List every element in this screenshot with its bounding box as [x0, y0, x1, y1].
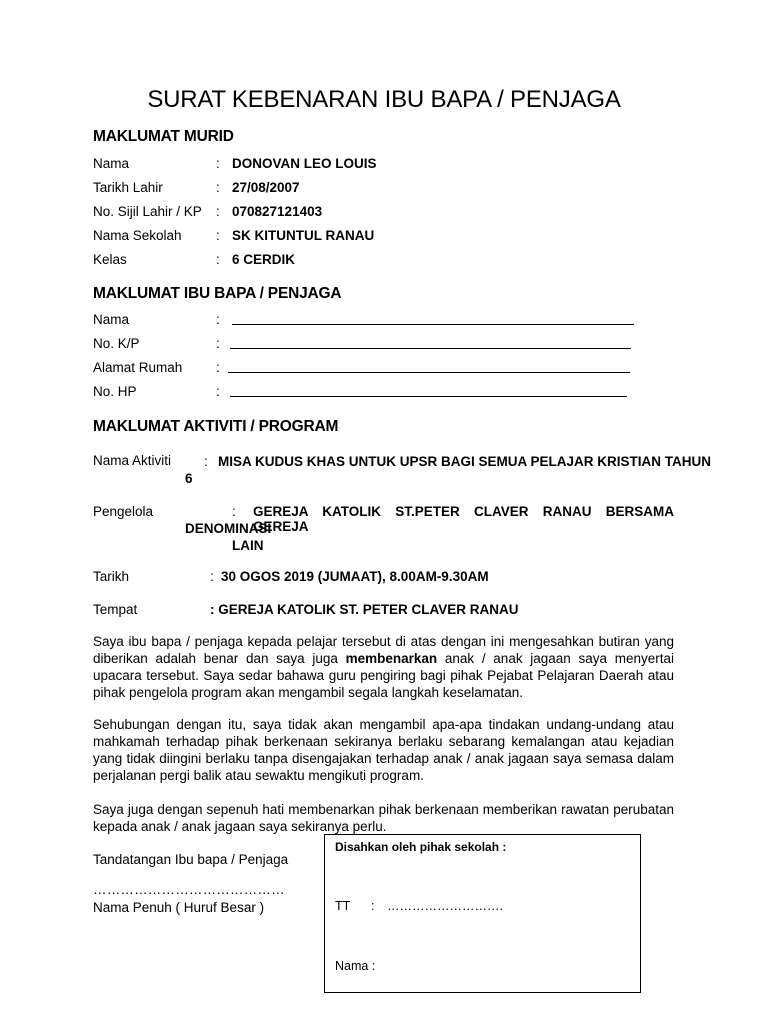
paragraph-emphasis: membenarkan [345, 651, 438, 666]
aktiviti-value-nama-line2: 6 [185, 471, 193, 486]
aktiviti-label-tempat: Tempat [93, 602, 138, 617]
murid-label-tarikh-lahir: Tarikh Lahir [93, 180, 163, 195]
aktiviti-value-pengelola-line1: GEREJA KATOLIK ST.PETER CLAVER RANAU BERSAMA GEREJA [253, 504, 674, 534]
aktiviti-value-pengelola-line3: LAIN [232, 538, 264, 553]
paragraph-text: Saya ibu bapa / penjaga kepada pelajar tersebut di atas dengan ini mengesahkan butiran yang diberikan adalah benar dan saya juga [93, 634, 674, 666]
aktiviti-label-nama: Nama Aktiviti [93, 453, 172, 468]
aktiviti-value-pengelola-line2: DENOMINASI [185, 521, 272, 536]
colon: : [216, 360, 220, 375]
aktiviti-label-tarikh: Tarikh [93, 569, 130, 584]
colon: : [232, 504, 236, 519]
section-heading-murid: MAKLUMAT MURID [93, 128, 234, 145]
document-title: SURAT KEBENARAN IBU BAPA / PENJAGA [147, 86, 621, 113]
penjaga-kp-field-line[interactable] [230, 348, 631, 349]
school-box-heading: Disahkan oleh pihak sekolah : [335, 840, 507, 854]
murid-label-sekolah: Nama Sekolah [93, 228, 182, 243]
colon: : [216, 384, 220, 399]
penjaga-hp-field-line[interactable] [230, 396, 627, 397]
aktiviti-value-tempat: : GEREJA KATOLIK ST. PETER CLAVER RANAU [210, 602, 519, 617]
colon: : [216, 180, 220, 195]
colon: : [216, 228, 220, 243]
fullname-label: Nama Penuh ( Huruf Besar ) [93, 900, 265, 915]
colon: : [210, 569, 214, 584]
murid-value-kelas: 6 CERDIK [232, 252, 296, 267]
murid-value-sekolah: SK KITUNTUL RANAU [232, 228, 375, 243]
murid-label-kelas: Kelas [93, 252, 127, 267]
murid-label-sijil: No. Sijil Lahir / KP [93, 204, 202, 219]
signature-label: Tandatangan Ibu bapa / Penjaga [93, 852, 289, 867]
murid-value-tarikh-lahir: 27/08/2007 [232, 180, 300, 195]
school-box-tt-label: TT [335, 899, 351, 913]
murid-value-nama: DONOVAN LEO LOUIS [232, 156, 377, 171]
consent-paragraph-3: Saya juga dengan sepenuh hati membenarkan pihak berkenaan memberikan rawatan perubatan kepada anak / anak jagaan saya sekiranya perlu. [93, 802, 674, 834]
colon: : [216, 336, 220, 351]
penjaga-label-nama: Nama [93, 312, 130, 327]
school-box-tt-colon: : [371, 899, 375, 913]
school-confirmation-box [324, 834, 641, 993]
penjaga-label-alamat: Alamat Rumah [93, 360, 183, 375]
aktiviti-value-nama-line1: MISA KUDUS KHAS UNTUK UPSR BAGI SEMUA PELAJAR KRISTIAN TAHUN [218, 454, 712, 469]
signature-dots[interactable]: …………………………………… [93, 882, 285, 897]
colon: : [204, 454, 208, 469]
school-box-nama-label: Nama : [335, 959, 376, 973]
aktiviti-value-tarikh: 30 OGOS 2019 (JUMAAT), 8.00AM-9.30AM [221, 569, 489, 584]
consent-paragraph-1 [93, 633, 674, 701]
aktiviti-label-pengelola: Pengelola [93, 504, 154, 519]
penjaga-label-kp: No. K/P [93, 336, 140, 351]
colon: : [216, 252, 220, 267]
colon: : [216, 204, 220, 219]
penjaga-nama-field-line[interactable] [232, 324, 634, 325]
consent-paragraph-2: Sehubungan dengan itu, saya tidak akan mengambil apa-apa tindakan undang-undang atau mahkamah terhadap pihak berkenaan sekiranya berlaku sebarang kemalangan atau kejadian yang tidak diingini berlaku tanpa disengajakan terhadap anak / anak jagaan saya semasa dalam perjalanan pergi balik atau sewaktu mengikuti program. [93, 717, 674, 783]
penjaga-label-hp: No. HP [93, 384, 137, 399]
murid-label-nama: Nama [93, 156, 130, 171]
colon: : [216, 312, 220, 327]
paragraph-text: anak / anak jagaan saya menyertai upacara tersebut. Saya sedar bahawa guru pengiring bagi pihak Pejabat Pelajaran Daerah atau pihak pengelola program akan mengambil segala langkah keselamatan. [93, 651, 674, 700]
colon: : [216, 156, 220, 171]
penjaga-alamat-field-line[interactable] [228, 372, 630, 373]
section-heading-aktiviti: MAKLUMAT AKTIVITI / PROGRAM [93, 418, 339, 435]
murid-value-sijil: 070827121403 [232, 204, 323, 219]
section-heading-penjaga: MAKLUMAT IBU BAPA / PENJAGA [93, 285, 342, 302]
school-box-tt-dots[interactable]: ………………………. [387, 899, 503, 913]
